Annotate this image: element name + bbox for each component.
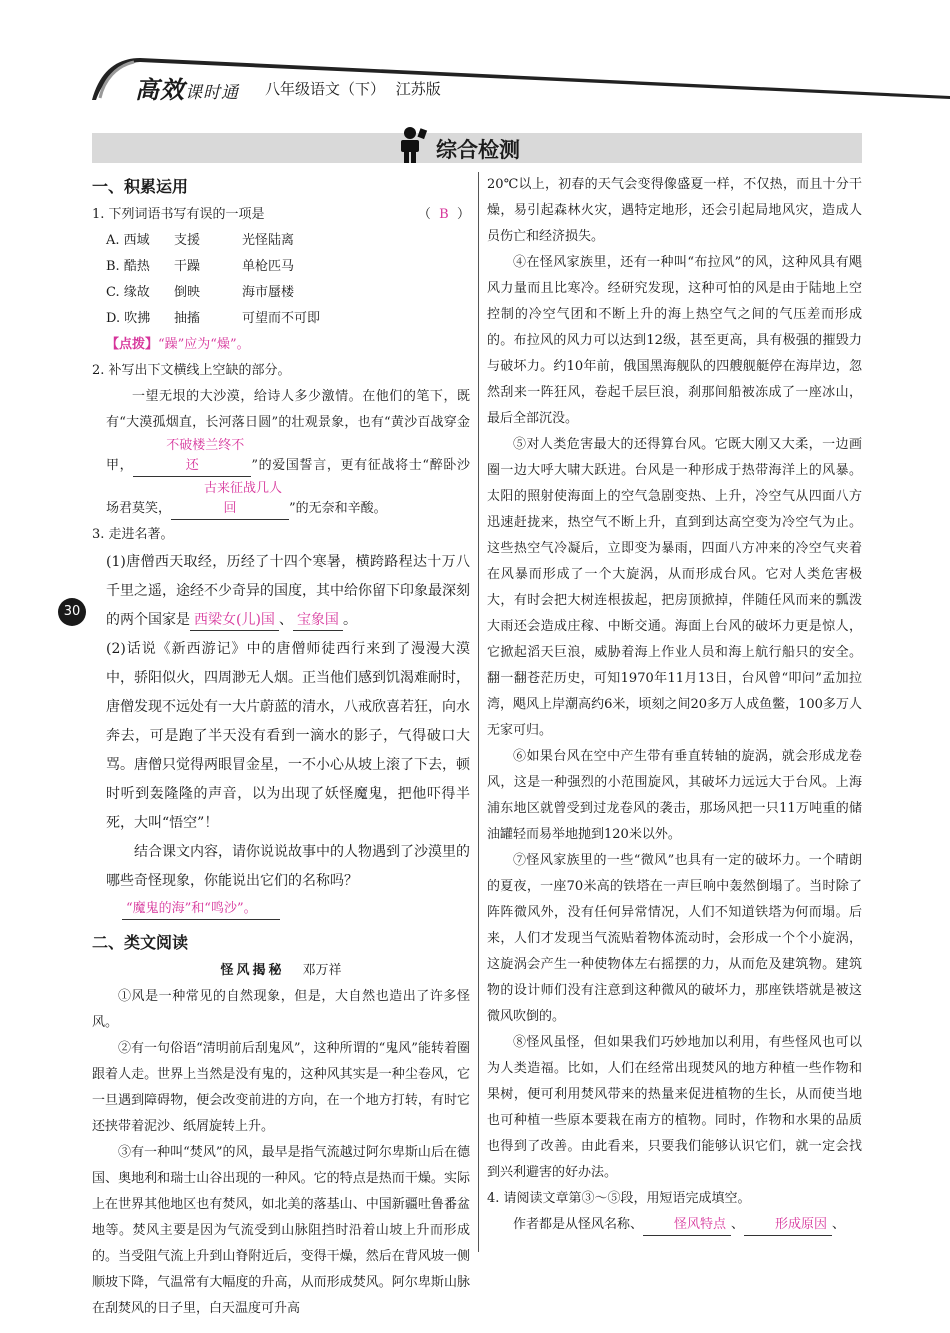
brand-logo: 高效课时通	[135, 75, 239, 104]
question-1	[92, 202, 470, 228]
question-3-answer-1: 西梁女(儿)国	[190, 610, 279, 631]
question-3-part-3: 结合课文内容，请你说说故事中的人物遇到了沙漠里的哪些奇怪现象，你能说出它们的名称吗？	[106, 844, 470, 889]
question-1-tip: 【点拨】“躁”应为“燥”。	[106, 337, 250, 352]
column-divider	[478, 172, 479, 1252]
article-paragraph-1: ①风是一种常见的自然现象，但是，大自然也造出了许多怪风。	[92, 989, 470, 1030]
question-3-answer-3-row	[92, 896, 470, 922]
article-paragraph-2: ②有一句俗语“清明前后刮鬼风”，这种所谓的“鬼风”能转着圈跟着人走。世界上当然是没有鬼的，这种风其实是一种尘卷风，它一旦遇到障碍物，便会改变前进的方向，在一个地方打转，有时它还挟带着泥沙、纸屑旋转上升。	[92, 1041, 470, 1134]
article-paragraph-6: ⑥如果台风在空中产生带有垂直转轴的旋涡，就会形成龙卷风，这是一种强烈的小范围旋风，其破坏力远远大于台风。上海浦东地区就曾受到过龙卷风的袭击，那场风把一只11万吨重的储油罐轻而易举地抛到120米以外。	[487, 749, 862, 842]
page-header	[0, 0, 950, 120]
person-icon	[398, 125, 428, 165]
answer-bracket: （ B ）	[417, 207, 470, 222]
question-4-answer-1: 怪风特点	[643, 1215, 731, 1236]
article-paragraph-7: ⑦怪风家族里的一些“微风”也具有一定的破坏力。一个晴朗的夏夜，一座70米高的铁塔在一声巨响中轰然倒塌了。当时除了阵阵微风外，没有任何异常情况，人们不知道铁塔为何而塌。后来，人们才发现当气流贴着物体流动时，会形成一个个小旋涡，这旋涡会产生一种使物体左右摇摆的力，从而危及建筑物。建筑物的设计师们没有注意到这种微风的破坏力，那座铁塔就是被这微风吹倒的。	[487, 853, 862, 1024]
question-1-stem: 1. 下列词语书写有误的一项是	[92, 207, 265, 222]
question-2-passage: 一望无垠的大沙漠，给诗人多少激情。在他们的笔下，既有“大漠孤烟直，长河落日圆”的壮观景象，也有“黄沙百战穿金甲，不破楼兰终不还 ”的爱国誓言，更有征战将士“醉卧沙场君莫笑，古来征战几人回 ”的无奈和辛酸。	[92, 384, 470, 522]
option-a: A. 西域 支援 光怪陆离	[106, 233, 295, 248]
page-number: 30	[58, 598, 86, 626]
left-column	[92, 172, 470, 1322]
article-paragraph-3-cont: 20℃以上，初春的天气会变得像盛夏一样，不仅热，而且十分干燥，易引起森林火灾，遇特定地形，还会引起局地风灾，造成人员伤亡和经济损失。	[487, 177, 862, 244]
question-2-answer-2: 古来征战几人回	[171, 479, 289, 520]
article-paragraph-3: ③有一种叫“焚风”的风，最早是指气流越过阿尔卑斯山后在德国、奥地利和瑞士山谷出现的一种风。它的特点是热而干燥。实际上在世界其他地区也有焚风，如北美的落基山、中国新疆吐鲁番盆地等。焚风主要是因为气流受到山脉阻挡时沿着山坡上升而形成的。当受阻气流上升到山脊附近后，变得干燥，然后在背风坡一侧顺坡下降，气温常有大幅度的升高，从而形成焚风。阿尔卑斯山脉在刮焚风的日子里，白天温度可升高	[92, 1145, 470, 1316]
question-1-answer: B	[439, 207, 449, 222]
option-d: D. 吹拂 抽搐 可望而不可即	[106, 311, 321, 326]
right-column	[487, 172, 862, 1238]
book-subtitle: 八年级语文（下） 江苏版	[265, 80, 441, 98]
article-title: 怪风揭秘 邓万祥	[220, 963, 342, 978]
question-3-part-2: (2)话说《新西游记》中的唐僧师徒西行来到了漫漫大漠中，骄阳似火，四周渺无人烟。正当他们感到饥渴难耐时，唐僧发现不远处有一大片蔚蓝的清水，八戒欣喜若狂，向水奔去，可是跑了半天没有看到一滴水的影子，气得破口大骂。唐僧只觉得两眼冒金星，一不小心从坡上滚了下去，顿时听到轰隆隆的声音，以为出现了妖怪魔鬼，把他吓得半死，大叫“悟空”！	[106, 641, 470, 831]
banner-title: 综合检测	[436, 138, 520, 162]
question-3-answer-3: “魔鬼的海”和“鸣沙”。	[122, 899, 280, 920]
section-heading-2: 二、类文阅读	[92, 933, 189, 952]
question-3-stem: 3. 走进名著。	[92, 527, 174, 542]
option-b: B. 酷热 干躁 单枪匹马	[106, 259, 295, 274]
article-paragraph-8: ⑧怪风虽怪，但如果我们巧妙地加以利用，有些怪风也可以为人类造福。比如，人们在经常出现焚风的地方种植一些作物和果树，便可利用焚风带来的热量来促进植物的生长，从而使当地也可种植一些原本要栽在南方的植物。同时，作物和水果的品质也得到了改善。由此看来，只要我们能够认识它们，就一定会找到兴利避害的好办法。	[487, 1035, 862, 1180]
article-author: 邓万祥	[302, 963, 342, 978]
question-2-stem: 2. 补写出下文横线上空缺的部分。	[92, 363, 291, 378]
option-c: C. 缘故 倒映 海市蜃楼	[106, 285, 295, 300]
section-heading-1: 一、积累运用	[92, 177, 189, 196]
question-3-answer-2: 宝象国	[293, 610, 343, 631]
question-2-answer-1: 不破楼兰终不还	[133, 436, 251, 477]
article-paragraph-4: ④在怪风家族里，还有一种叫“布拉风”的风，这种风具有飓风力量而且比寒冷。经研究发现，这种可怕的风是由于陆地上空控制的冷空气团和不断上升的海上热空气之间的气压差而形成的。布拉风的风力可以达到12级，甚至更高，具有极强的摧毁力与破坏力。约10年前，俄国黑海舰队的四艘舰艇停在海岸边，忽然刮来一阵狂风，卷起千层巨浪，刹那间船被冻成了一座冰山，最后全部沉没。	[487, 255, 862, 426]
article-paragraph-5: ⑤对人类危害最大的还得算台风。它既大刚又大柔，一边画圈一边大呼大啸大跃进。台风是一种形成于热带海洋上的风暴。太阳的照射使海面上的空气急剧变热、上升，冷空气从四面八方迅速赶拢来，热空气不断上升，直到到达高空变为冷空气为止。这些热空气冷凝后，立即变为暴雨，四面八方冲来的冷空气夹着在风暴而形成了一个大旋涡，从而形成台风。它对人类危害极大，有时会把大树连根拔起，把房顶掀掉，伴随任风而来的瓢泼大雨还会造成庄稼、中断交通。海面上台风的破坏力更是惊人，它掀起滔天巨浪，威胁着海上作业人员和海上航行船只的安全。翻一翻苍茫历史，可知1970年11月13日，台风曾“叩问”孟加拉湾，飓风上岸潮高约6米，顷刻之间20多万人成鱼鳖，100多万人无家可归。	[487, 437, 862, 738]
question-4-fill: 作者都是从怪风名称、 怪风特点 、 形成原因 、	[487, 1212, 862, 1238]
question-4-stem: 4. 请阅读文章第③～⑤段，用短语完成填空。	[487, 1191, 751, 1206]
question-3-part-1: (1)唐僧西天取经，历经了十四个寒暑，横跨路程达十万八千里之遥，途经不少奇异的国度，其中给你留下印象最深刻的两个国家是 西梁女(儿)国 、 宝象国 。	[92, 548, 470, 635]
question-4-answer-2: 形成原因	[744, 1215, 832, 1236]
